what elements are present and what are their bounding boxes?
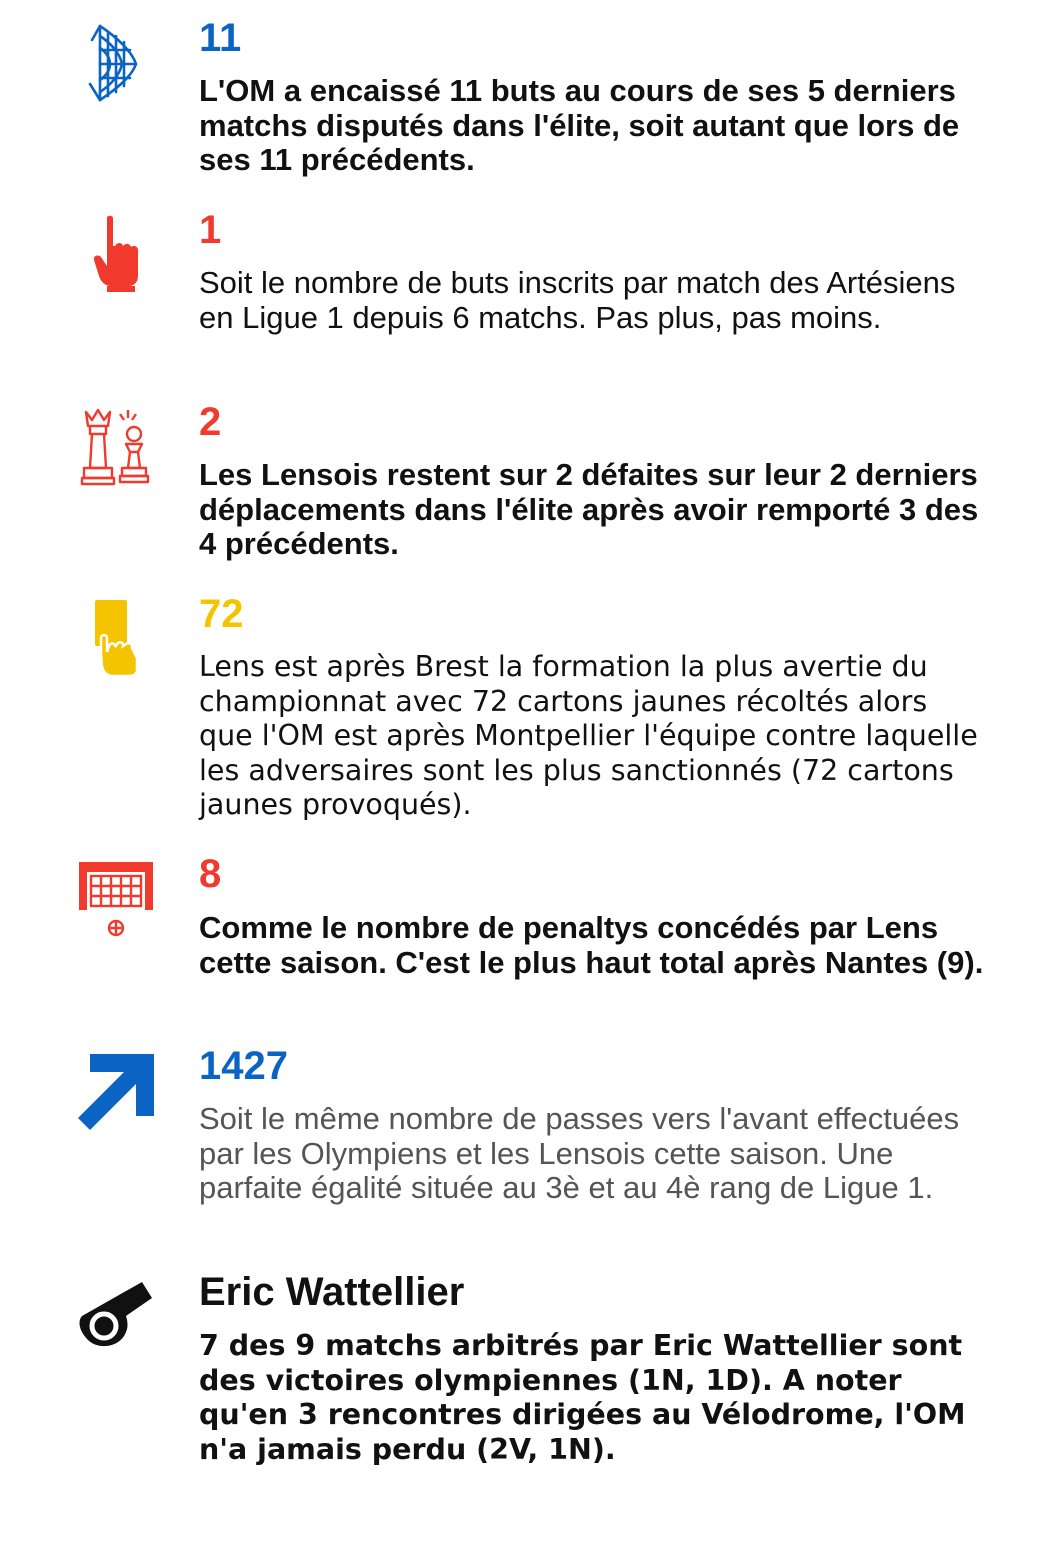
yellow-card-icon [72,598,160,694]
chess-pieces-icon [72,406,160,502]
stat-description: Soit le même nombre de passes vers l'avant effectuées par les Olympiens et les Lensois cette saison. Une parfaite égalité située au 3è et au 4è rang de Ligue 1. [199,1101,960,1205]
goal-net-icon [72,24,160,120]
stat-number: 1427 [199,1044,288,1088]
stat-number: 11 [199,16,242,60]
whistle-icon [72,1276,160,1372]
stat-description: 7 des 9 matchs arbitrés par Eric Wattellier sont des victoires olympiennes (1N, 1D). A noter qu'en 3 rencontres dirigées au Vélodrome, l'OM n'a jamais perdu (2V, 1N). [199,1329,966,1466]
pointing-hand-icon [72,214,160,310]
stat-number: Eric Wattellier [199,1270,465,1314]
stat-number: 8 [199,852,222,896]
stat-number: 1 [199,208,222,252]
stat-number: 72 [199,592,244,636]
stat-description: Lens est après Brest la formation la plus avertie du championnat avec 72 cartons jaunes récoltés alors que l'OM est après Montpellier l'équipe contre laquelle les adversaires sont les plus sanctionnés (72 cartons jaunes provoqués). [199,650,978,821]
stat-description: Soit le nombre de buts inscrits par match des Artésiens en Ligue 1 depuis 6 matchs. Pas plus, pas moins. [199,265,956,335]
stat-description: Comme le nombre de penaltys concédés par Lens cette saison. C'est le plus haut total après Nantes (9). [199,910,984,980]
stat-number: 2 [199,400,222,444]
stat-description: Les Lensois restent sur 2 défaites sur leur 2 derniers déplacements dans l'élite après avoir remporté 3 des 4 précédents. [199,457,979,561]
stat-description: L'OM a encaissé 11 buts au cours de ses 5 derniers matchs disputés dans l'élite, soit autant que lors de ses 11 précédents. [199,73,960,177]
penalty-goal-icon [72,858,160,954]
forward-arrow-icon [72,1050,160,1146]
